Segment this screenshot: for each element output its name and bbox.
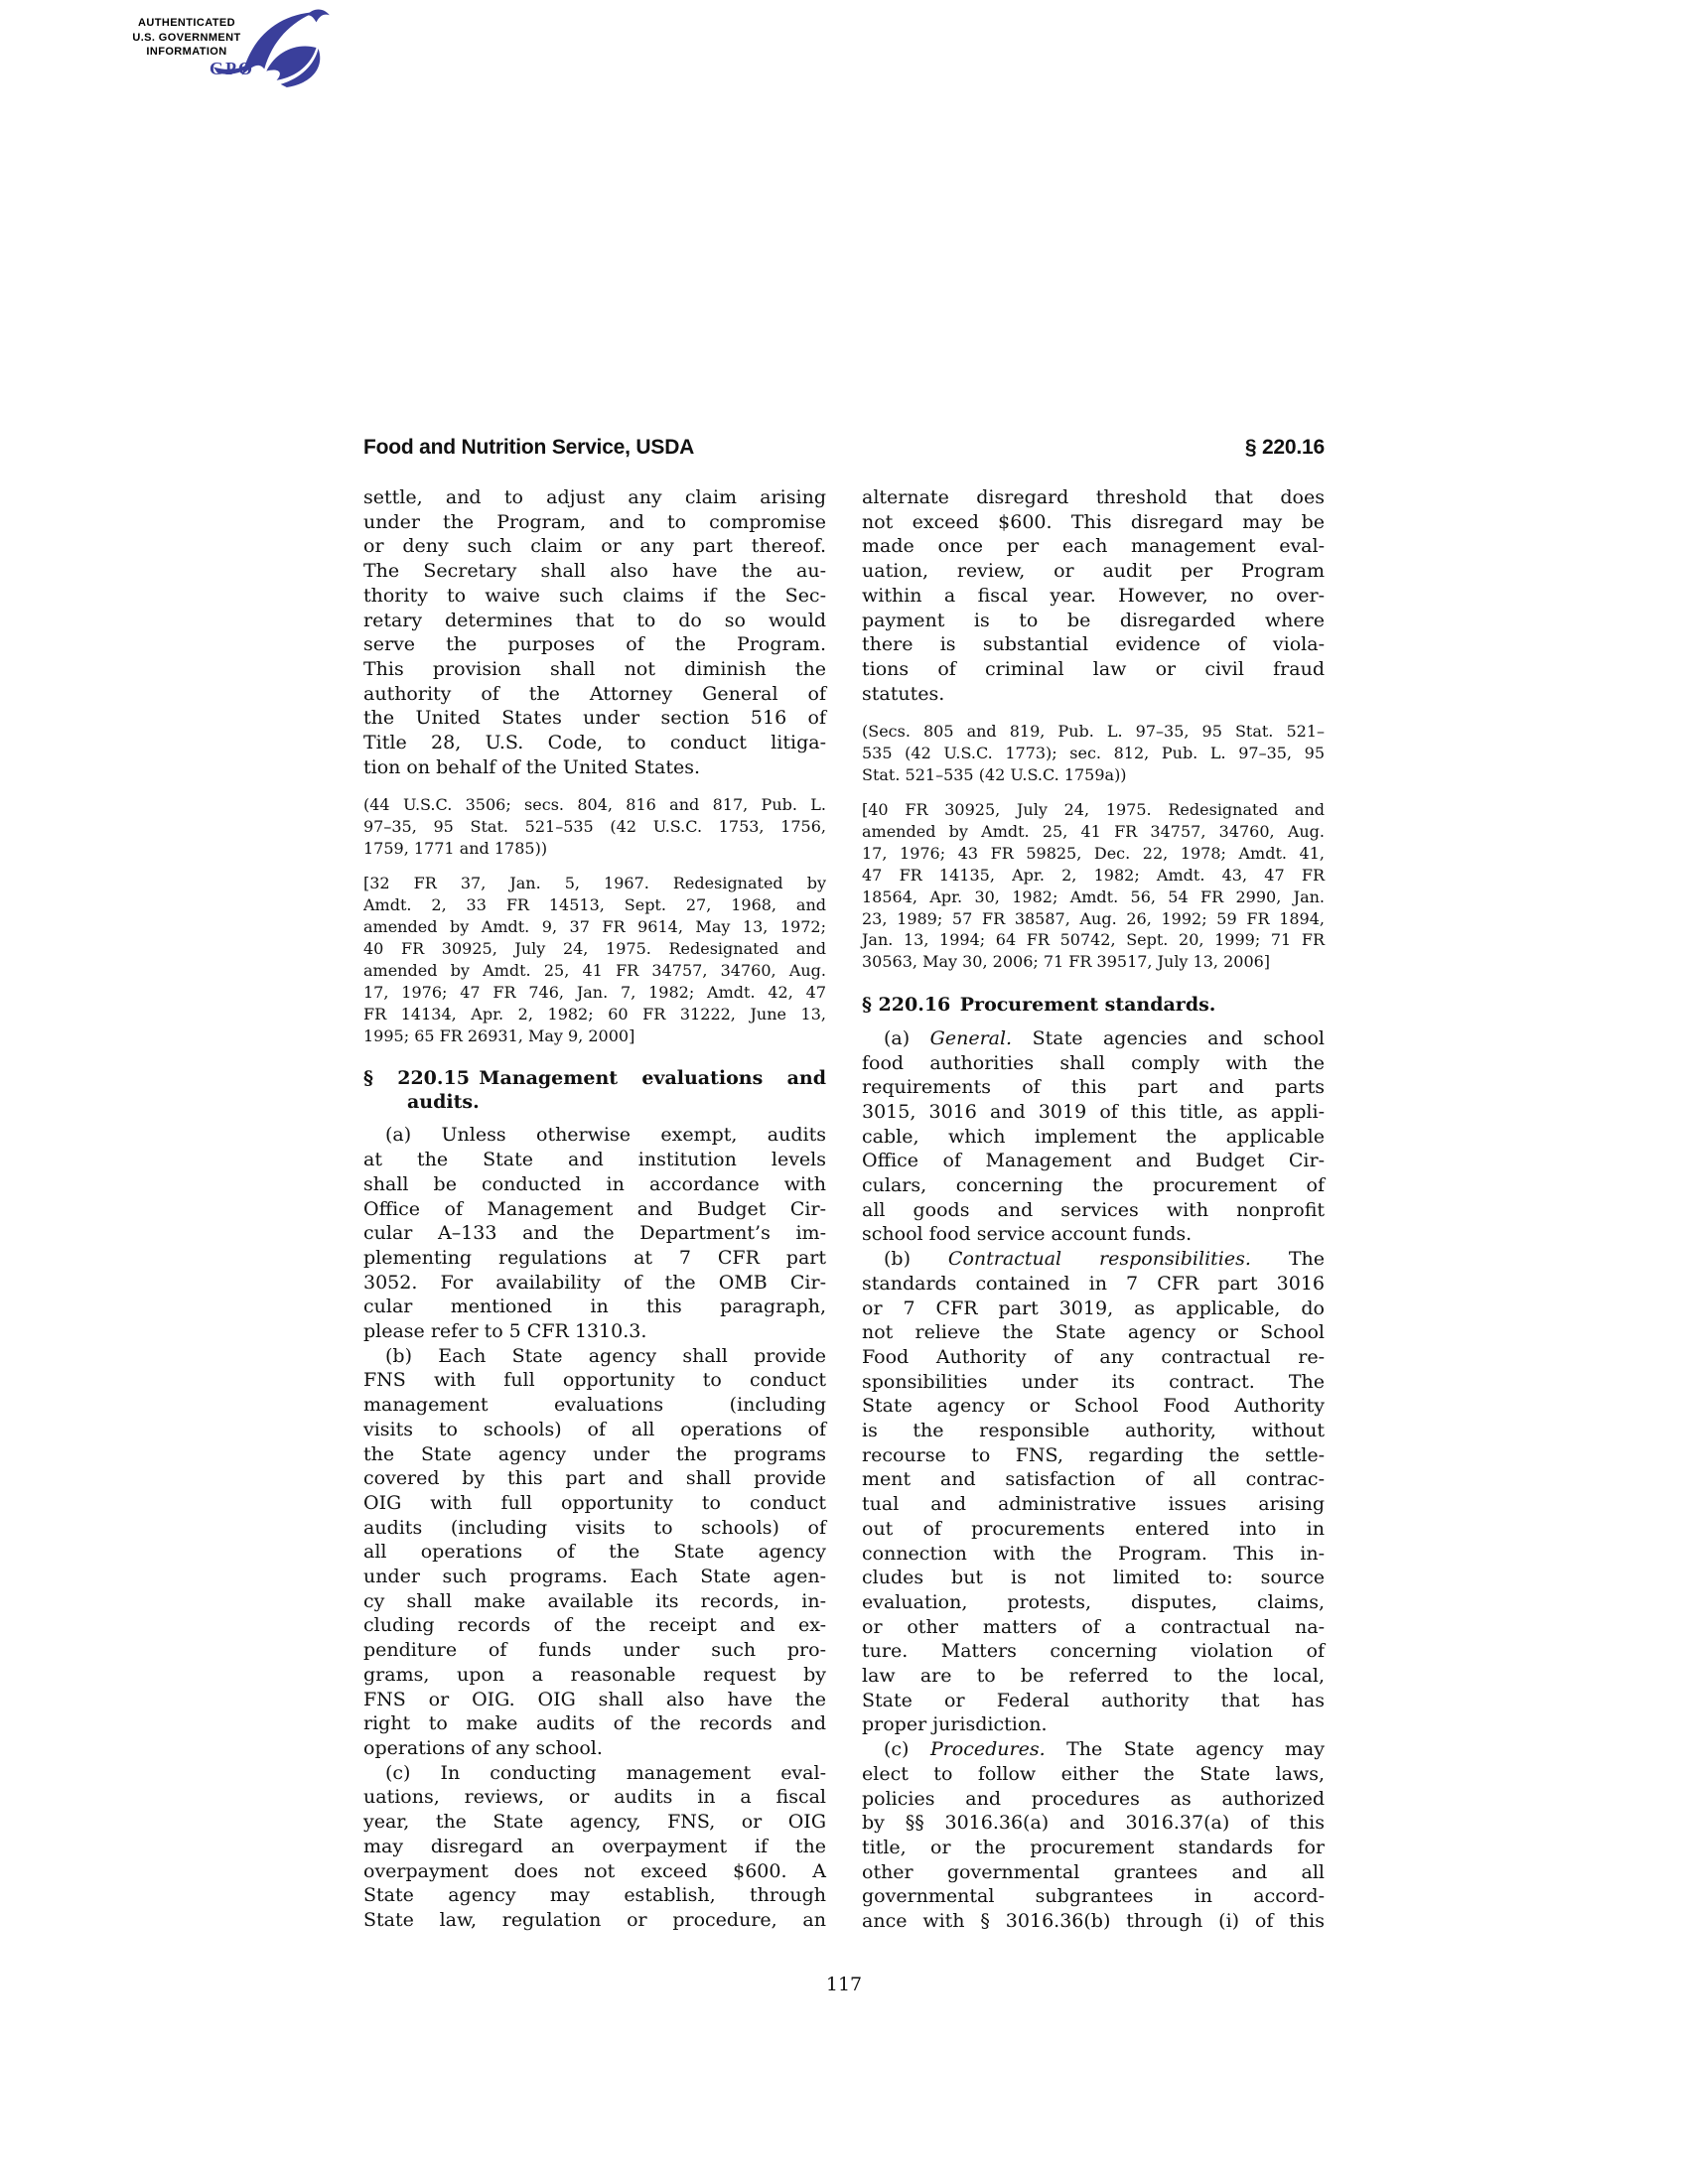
running-head-title: Food and Nutrition Service, USDA [363,436,695,459]
text-line: all operations of the State agency [363,1541,826,1564]
text-line: [32 FR 37, Jan. 5, 1967. Redesignated by [363,874,826,893]
text-line: ment and satisfaction of all contrac- [862,1468,1325,1491]
text-line: uations, reviews, or audits in a fiscal [363,1786,826,1809]
text-line: retary determines that to do so would [363,609,826,631]
text-line: year, the State agency, FNS, or OIG [363,1811,826,1834]
text-line: cy shall make available its records, in- [363,1589,826,1612]
text-line: recourse to FNS, regarding the settle- [862,1443,1325,1466]
body-paragraph [363,1344,826,1761]
text-line: State or Federal authority that has [862,1689,1325,1711]
text-line: OIG with full opportunity to conduct [363,1491,826,1514]
body-paragraph [363,1761,826,1933]
text-line: 17, 1976; 43 FR 59825, Dec. 22, 1978; Amdt. 41, [862,843,1325,863]
text-line: policies and procedures as authorized [862,1787,1325,1810]
text-line: there is substantial evidence of viola- [862,633,1325,656]
text-line: Food Authority of any contractual re- [862,1345,1325,1368]
text-line: 40 FR 30925, July 24, 1975. Redesignated and [363,938,826,958]
text-line: title, or the procurement standards for [862,1837,1325,1858]
text-line: governmental subgrantees in accord- [862,1885,1325,1908]
text-line: 23, 1989; 57 FR 38587, Aug. 26, 1992; 59 FR 1894, [862,908,1325,928]
logo-line: INFORMATION [146,46,227,58]
citation-paragraph [363,794,826,860]
logo-line: U.S. GOVERNMENT [132,31,241,44]
text-line: operations of any school. [363,1736,603,1759]
text-line: standards contained in 7 CFR part 3016 [862,1272,1325,1295]
text-line: FR 14134, Apr. 2, 1982; 60 FR 31222, June 13, [363,1004,826,1024]
text-line: grams, upon a reasonable request by [363,1663,826,1686]
text-line: tion on behalf of the United States. [363,755,700,778]
section-heading [363,1067,826,1114]
text-line: food authorities shall comply with the [862,1051,1325,1074]
text-line: 3052. For availability of the OMB Cir- [363,1271,826,1294]
text-line: authority of the Attorney General of [363,682,826,705]
text-line: management evaluations (including [363,1394,826,1417]
text-line: 3015, 3016 and 3019 of this title, as appli- [862,1100,1325,1123]
text-line: statutes. [862,682,945,705]
text-line: 1995; 65 FR 26931, May 9, 2000] [363,1025,635,1045]
text-line: serve the purposes of the Program. [363,633,826,656]
text-line: § 220.16 Procurement standards. [862,994,1216,1017]
text-line: [40 FR 30925, July 24, 1975. Redesignated and [862,800,1325,820]
right-column [862,485,1325,1934]
text-line: Stat. 521–535 (42 U.S.C. 1759a)) [862,765,1127,785]
text-line: (a) General. State agencies and school [884,1026,1325,1049]
logo-line: AUTHENTICATED [138,17,235,29]
text-line: 17, 1976; 47 FR 746, Jan. 7, 1982; Amdt. 42, 47 [363,982,826,1002]
citation-paragraph [363,873,826,1046]
text-line: visits to schools) of all operations of [363,1418,826,1440]
body-paragraph [862,1247,1325,1737]
text-line: covered by this part and shall provide [363,1467,826,1490]
text-line: proper jurisdiction. [862,1713,1048,1736]
text-line: 18564, Apr. 30, 1982; Amdt. 56, 54 FR 2990, Jan. [862,887,1325,906]
page-number: 117 [825,1974,863,1995]
text-line: out of procurements entered into in [862,1517,1325,1540]
text-line: audits (including visits to schools) of [363,1516,826,1539]
text-line: overpayment does not exceed $600. A [363,1859,826,1882]
text-line: or 7 CFR part 3019, as applicable, do [862,1297,1325,1319]
text-line: amended by Amdt. 25, 41 FR 34757, 34760, Aug. [363,960,826,980]
text-line: State agency may establish, through [363,1884,826,1907]
text-line: culars, concerning the procurement of [862,1174,1325,1197]
body-paragraph [862,1026,1325,1247]
citation-paragraph [862,721,1325,786]
text-line: law are to be referred to the local, [862,1665,1325,1688]
text-line: § 220.15 Management evaluations and [363,1067,826,1090]
text-line: (b) Contractual responsibilities. The [884,1248,1325,1271]
text-line: audits. [407,1090,480,1113]
text-line: 1759, 1771 and 1785)) [363,839,548,859]
text-line: alternate disregard threshold that does [862,486,1325,508]
text-line: under the Program, and to compromise [363,510,826,533]
text-line: amended by Amdt. 25, 41 FR 34757, 34760, Aug. [862,821,1325,841]
text-line: penditure of funds under such pro- [363,1639,826,1662]
text-line: Amdt. 2, 33 FR 14513, Sept. 27, 1968, and [363,895,826,915]
body-paragraph [862,1737,1325,1934]
text-line: tual and administrative issues arising [862,1493,1325,1516]
text-line: (a) Unless otherwise exempt, audits [385,1124,826,1147]
text-line: ance with § 3016.36(b) through (i) of this [862,1910,1325,1933]
text-line: made once per each management eval- [862,535,1325,558]
text-line: requirements of this part and parts [862,1076,1325,1099]
text-line: is the responsible authority, without [862,1420,1325,1442]
gpo-authenticated-text [120,16,253,60]
text-line: plementing regulations at 7 CFR part [363,1246,826,1269]
text-line: the State agency under the programs [363,1442,826,1465]
text-line: not exceed $600. This disregard may be [862,510,1325,533]
text-line: within a fiscal year. However, no over- [862,584,1325,607]
text-line: or deny such claim or any part thereof. [363,535,826,558]
body-paragraph [862,485,1325,706]
text-line: FNS or OIG. OIG shall also have the [363,1688,826,1710]
text-line: payment is to be disregarded where [862,609,1325,631]
text-line: all goods and services with nonprofit [862,1198,1325,1221]
text-line: or other matters of a contractual na- [862,1615,1325,1638]
text-line: settle, and to adjust any claim arising [363,486,826,508]
text-line: right to make audits of the records and [363,1712,826,1735]
text-line: at the State and institution levels [363,1149,826,1171]
text-line: (c) In conducting management eval- [385,1761,826,1784]
text-line: This provision shall not diminish the [363,657,826,680]
text-line: other governmental grantees and all [862,1860,1325,1883]
gpo-brand: GPO [210,59,254,78]
text-line: thority to waive such claims if the Sec- [363,584,826,607]
text-line: ture. Matters concerning violation of [862,1640,1325,1663]
section-heading [862,994,1325,1018]
text-line: by §§ 3016.36(a) and 3016.37(a) of this [862,1812,1325,1835]
text-line: Office of Management and Budget Cir- [363,1197,826,1220]
text-line: FNS with full opportunity to conduct [363,1369,826,1392]
running-head-section: § 220.16 [1244,436,1325,459]
text-line: please refer to 5 CFR 1310.3. [363,1320,647,1343]
text-line: cular A–133 and the Department’s im- [363,1222,826,1245]
text-line: tions of criminal law or civil fraud [862,657,1325,680]
text-line: Jan. 13, 1994; 64 FR 50742, Sept. 20, 1999; 71 FR [862,930,1325,950]
text-line: Office of Management and Budget Cir- [862,1150,1325,1172]
text-line: 535 (42 U.S.C. 1773); sec. 812, Pub. L. 97–35, 95 [862,744,1325,763]
citation-paragraph [862,799,1325,973]
text-line: school food service account funds. [862,1223,1193,1246]
text-line: The Secretary shall also have the au- [363,560,826,583]
text-line: State law, regulation or procedure, an [363,1908,826,1931]
text-line: connection with the Program. This in- [862,1542,1325,1565]
left-column [363,485,826,1933]
gpo-logo [84,6,338,89]
text-line: the United States under section 516 of [363,707,826,730]
text-line: uation, review, or audit per Program [862,560,1325,583]
text-line: amended by Amdt. 9, 37 FR 9614, May 13, 1972; [363,916,826,936]
text-line: (44 U.S.C. 3506; secs. 804, 816 and 817, Pub. L. [363,795,826,815]
text-line: may disregard an overpayment if the [363,1835,826,1857]
text-line: not relieve the State agency or School [862,1321,1325,1344]
text-line: (c) Procedures. The State agency may [884,1738,1325,1761]
text-line: 47 FR 14135, Apr. 2, 1982; Amdt. 43, 47 FR [862,865,1325,885]
text-line: elect to follow either the State laws, [862,1762,1325,1785]
text-line: evaluation, protests, disputes, claims, [862,1590,1325,1613]
text-line: cular mentioned in this paragraph, [363,1296,826,1318]
body-paragraph [363,1123,826,1343]
text-line: (b) Each State agency shall provide [385,1344,826,1367]
body-paragraph [363,485,826,779]
text-line: (Secs. 805 and 819, Pub. L. 97–35, 95 Stat. 521– [862,722,1325,742]
text-line: sponsibilities under its contract. The [862,1370,1325,1393]
text-line: cluding records of the receipt and ex- [363,1614,826,1637]
text-line: cable, which implement the applicable [862,1125,1325,1148]
text-line: cludes but is not limited to: source [862,1567,1325,1589]
text-line: 30563, May 30, 2006; 71 FR 39517, July 13, 2006] [862,952,1271,972]
text-line: under such programs. Each State agen- [363,1566,826,1588]
text-line: shall be conducted in accordance with [363,1172,826,1195]
text-line: 97–35, 95 Stat. 521–535 (42 U.S.C. 1753, 1756, [363,817,826,837]
running-head [363,436,1325,460]
text-line: State agency or School Food Authority [862,1395,1325,1418]
text-line: Title 28, U.S. Code, to conduct litiga- [363,732,826,754]
